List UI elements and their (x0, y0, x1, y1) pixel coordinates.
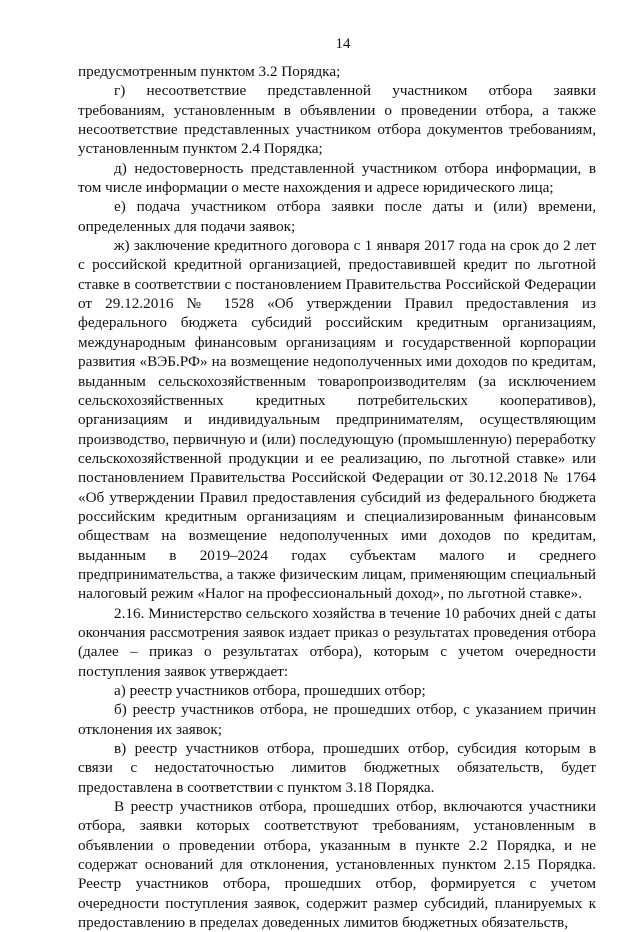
paragraph: д) недостоверность представленной участником отбора информации, в том числе информации о месте нахождения и адресе юридического лица; (78, 159, 596, 197)
paragraph: б) реестр участников отбора, не прошедших отбор, с указанием причин отклонения их заявок; (78, 701, 596, 738)
paragraph: 2.16. Министерство сельского хозяйства в течение 10 рабочих дней с даты окончания рассмотрения заявок издает приказ о результатах проведения отбора (далее – приказ о результатах отбора), которым с учетом очередности поступления заявок утверждает: (78, 604, 596, 680)
paragraph: а) реестр участников отбора, прошедших отбор; (114, 682, 426, 699)
page-number: 14 (335, 36, 351, 52)
document-page (78, 34, 596, 932)
paragraph: е) подача участником отбора заявки после даты и (или) времени, определенных для подачи заявок; (78, 198, 596, 235)
paragraph: г) несоответствие представленной участником отбора заявки требованиям, установленным в объявлении о проведении отбора, а также несоответствие представленных участником отбора документов требованиям, установленным пунктом 2.4 Порядка; (78, 82, 596, 158)
paragraph: предусмотренным пунктом 3.2 Порядка; (78, 63, 341, 80)
paragraph: в) реестр участников отбора, прошедших отбор, субсидия которым в связи с недостаточностью лимитов бюджетных обязательств, будет предоставлена в соответствии с пунктом 3.18 Порядка. (78, 740, 596, 796)
paragraph: ж) заключение кредитного договора с 1 января 2017 года на срок до 2 лет с российской кредитной организацией, предоставившей кредит по льготной ставке в соответствии с постановлением Правительства Российской Федерации от 29.12.2016 № 1528 «Об утверждении Правил предоставления из федерального бюджета субсидий российским кредитным организациям, международным финансовым организациям и государственной корпорации развития «ВЭБ.РФ» на возмещение недополученных ими доходов по кредитам, выданным сельскохозяйственным товаропроизводителям (за исключением сельскохозяйственных кредитных потребительских кооперативов), организациям и индивидуальным предпринимателям, осуществляющим производство, первичную и (или) последующую (промышленную) переработку сельскохозяйственной продукции и ее реализацию, по льготной ставке» или постановлением Правительства Российской Федерации от 30.12.2018 № 1764 «Об утверждении Правил предоставления субсидий из федерального бюджета российским кредитным организациям и специализированным финансовым обществам на возмещение недополученных ими доходов по кредитам, выданным в 2019–2024 годах субъектам малого и среднего предпринимательства, а также физическим лицам, применяющим специальный налоговый режим «Налог на профессиональный доход», по льготной ставке». (78, 237, 596, 603)
paragraph: В реестр участников отбора, прошедших отбор, включаются участники отбора, заявки которых соответствуют требованиям, установленным в объявлении о проведении отбора, указанным в пункте 2.2 Порядка, и не содержат оснований для отклонения, установленных пунктом 2.15 Порядка. Реестр участников отбора, прошедших отбор, формируется с учетом очередности поступления заявок, содержит размер субсидий, планируемых к предоставлению в пределах доведенных лимитов бюджетных обязательств, (78, 798, 596, 932)
document-body (78, 62, 596, 932)
